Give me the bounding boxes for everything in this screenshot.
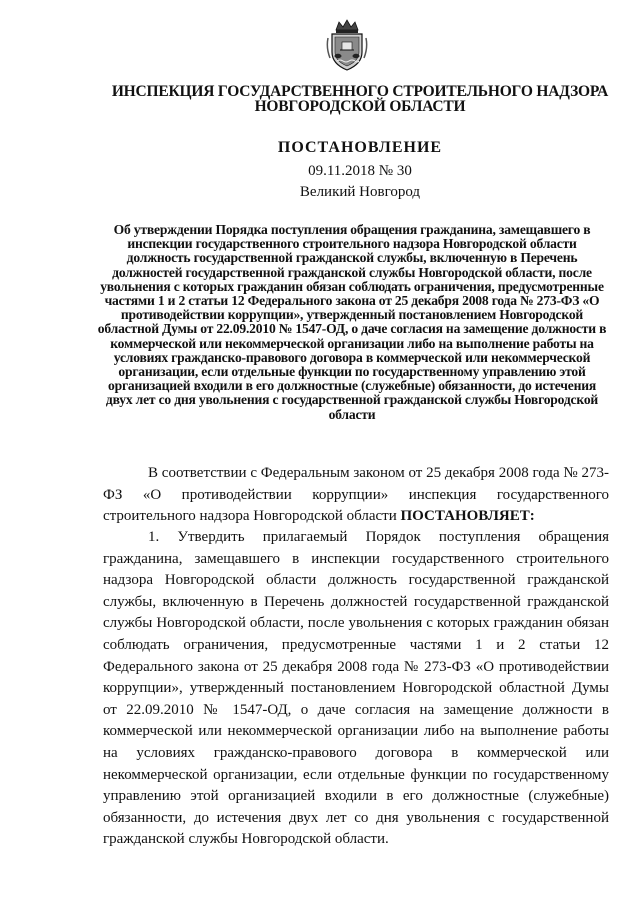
document-subject: Об утверждении Порядка поступления обращения гражданина, замещавшего в инспекции государственного строительного надзора Новгородской области должность государственной гражданской службы, включенную в Перечень должностей государственной гражданской службы Новгородской области, после увольнения с которых гражданин обязан соблюдать ограничения, предусмотренные частями 1 и 2 статьи 12 Федерального закона от 25 декабря 2008 года № 273-ФЗ «О противодействии коррупции», утвержденный постановлением Новгородской областной Думы от 22.09.2010 № 1547-ОД, о даче согласия на замещение должности в коммерческой или некоммерческой организации либо на выполнение работы на условиях гражданско-правового договора в коммерческой или некоммерческой организации, если отдельные функции по государственному управлению этой организацией входили в его должностные (служебные) обязанности, до истечения двух лет со дня увольнения с государственной гражданской службы Новгородской области [97,222,607,422]
organization-name: ИНСПЕКЦИЯ ГОСУДАРСТВЕННОГО СТРОИТЕЛЬНОГО НАДЗОРА НОВГОРОДСКОЙ ОБЛАСТИ [111,83,609,115]
document-date-number: 09.11.2018 № 30 [308,163,412,179]
preamble-text: В соответствии с Федеральным законом от 25 декабря 2008 года № 273-ФЗ «О противодействии коррупции» инспекция государственного строительного надзора Новгородской области [103,465,609,525]
coat-of-arms-icon [326,18,368,72]
resolves-keyword: ПОСТАНОВЛЯЕТ: [400,508,535,525]
item-1-paragraph: 1. Утвердить прилагаемый Порядок поступления обращения гражданина, замещавшего в инспекции государственного строительного надзора Новгородской области должность государственной гражданской службы, включенную в Перечень должностей государственной гражданской службы Новгородской области, после увольнения с которых гражданин обязан соблюдать ограничения, предусмотренные частями 1 и 2 статьи 12 Федерального закона от 25 декабря 2008 года № 273-ФЗ «О противодействии коррупции», утвержденный постановлением Новгородской областной Думы от 22.09.2010 № 1547-ОД, о даче согласия на замещение должности в коммерческой или некоммерческой организации либо на выполнение работы на условиях гражданско-правового договора в коммерческой или некоммерческой организации, если отдельные функции по государственному управлению этой организацией входили в его должностные (служебные) обязанности, до истечения двух лет со дня увольнения с государственной гражданской службы Новгородской области. [103,529,609,848]
preamble-paragraph [103,463,609,528]
document-city: Великий Новгород [299,184,421,200]
document-type: ПОСТАНОВЛЕНИЕ [277,139,443,156]
